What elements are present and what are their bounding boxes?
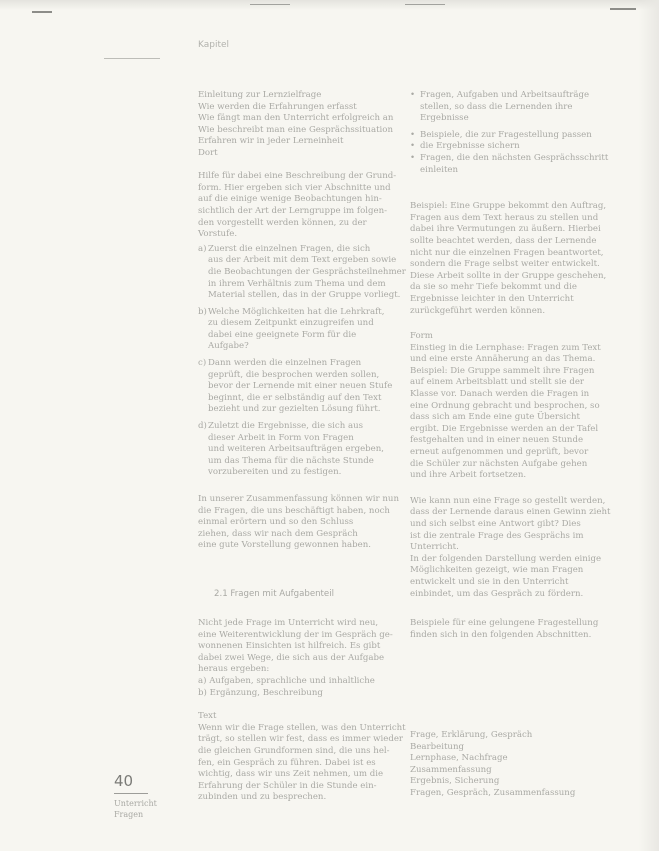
text-line: Erfahrung der Schüler in die Stunde ein- [198, 780, 377, 791]
text-line: Lernphase, Nachfrage [410, 753, 508, 764]
text-line: aus der Arbeit mit dem Text ergeben sowie [208, 255, 397, 266]
text-line: finden sich in den folgenden Abschnitten. [410, 629, 592, 640]
text-line: eine gute Vorstellung gewonnen haben. [198, 540, 371, 551]
right-column-list [410, 730, 610, 800]
text-line: dabei eine geeignete Form für die [208, 329, 357, 340]
left-column-lower [198, 618, 406, 804]
text-line: Wie fängt man den Unterricht erfolgreich an [198, 113, 394, 124]
scan-shadow-top [0, 0, 659, 10]
text-line: die Ergebnisse sichern [420, 141, 520, 152]
text-line: Zuerst die einzelnen Fragen, die sich [208, 243, 371, 254]
list-item [198, 307, 398, 353]
text-line: entwickelt und sie in den Unterricht [410, 576, 569, 587]
list-label: a) [198, 243, 207, 254]
text-line: wichtig, dass wir uns Zeit nehmen, um die [198, 769, 384, 780]
text-line: Beispiele für eine gelungene Fragestellung [410, 618, 599, 628]
text-line: zubinden und zu besprechen. [198, 792, 327, 803]
text-line: Fragen, Gespräch, Zusammenfassung [410, 787, 576, 798]
text-line: zu diesem Zeitpunkt einzugreifen und [208, 318, 374, 329]
text-line: a) Aufgaben, sprachliche und inhaltliche [198, 675, 375, 686]
text-line: beginnt, die er selbständig auf den Text [208, 392, 382, 403]
text-line: In unserer Zusammenfassung können wir nun [198, 494, 399, 504]
text-line: Hilfe für dabei eine Beschreibung der Grund- [198, 171, 397, 182]
text-line: einleiten [420, 164, 459, 175]
text-line: dieser Arbeit in Form von Fragen [208, 432, 354, 443]
bullet-icon: • [410, 152, 416, 163]
text-line: Beispiele, die zur Fragestellung passen [420, 129, 592, 140]
text-line: und weiteren Arbeitsaufträgen ergeben, [208, 444, 385, 455]
bullet-icon: • [410, 90, 416, 100]
text-line: einbindet, um das Gespräch zu fördern. [410, 588, 584, 599]
right-column [410, 90, 610, 600]
scan-mark [32, 11, 52, 13]
text-line: die Fragen, die uns beschäftigt haben, noch [198, 505, 390, 516]
text-line: erneut aufgenommen und geprüft, bevor [410, 447, 589, 458]
text-line: bevor der Lernende mit einer neuen Stufe [208, 381, 393, 392]
text-line: Wie beschreibt man eine Gesprächssituation [198, 124, 393, 135]
page-number-rule [114, 793, 148, 794]
text-line: Fragen, Aufgaben und Arbeitsaufträge [420, 90, 590, 100]
text-line: Material stellen, das in der Gruppe vorliegt. [208, 290, 401, 301]
text-line: auf die einige wenige Beobachtungen hin- [198, 194, 382, 205]
text-line: ziehen, dass wir nach dem Gespräch [198, 528, 358, 539]
text-line: Zusammenfassung [410, 764, 492, 775]
bullet-item [410, 153, 610, 176]
text-line: und sich selbst eine Antwort gibt? Dies [410, 519, 581, 529]
text-line: Dort [198, 147, 218, 158]
text-line: und eine erste Annäherung an das Thema. [410, 354, 596, 365]
text-line: Wie kann nun eine Frage so gestellt werden, [410, 495, 606, 506]
text-line: sollte beachtet werden, dass der Lernende [410, 235, 597, 246]
text-line: fen, ein Gespräch zu führen. Dabei ist es [198, 757, 376, 768]
text-line: die gleichen Grundformen sind, die uns hel- [198, 745, 390, 756]
text-line: einmal erörtern und so den Schluss [198, 517, 354, 528]
text-line: dabei zwei Wege, die sich aus der Aufgabe [198, 652, 385, 663]
paragraph-label: Text [198, 711, 217, 722]
text-line: dass der Lernende daraus einen Gewinn zieht [410, 507, 611, 518]
list-label: b) [198, 306, 207, 317]
text-line: Welche Möglichkeiten hat die Lehrkraft, [208, 306, 385, 317]
scan-shadow-right [639, 0, 659, 851]
text-line: um das Thema für die nächste Stunde [208, 455, 374, 466]
text-line: Vorstufe. [198, 229, 238, 240]
text-line: Klasse vor. Danach werden die Fragen in [410, 389, 590, 400]
text-line: in ihrem Verhältnis zum Thema und dem [208, 278, 386, 289]
text-line: Unterricht. [410, 542, 459, 553]
text-line: Erfahren wir in jeder Lerneinheit [198, 136, 344, 147]
bullet-item [410, 130, 610, 142]
text-line: heraus ergeben: [198, 664, 270, 675]
text-line: eine Ordnung gebracht und besprochen, so [410, 400, 600, 411]
text-line: b) Ergänzung, Beschreibung [198, 687, 323, 698]
scan-mark [250, 4, 290, 5]
section-heading [214, 589, 334, 601]
text-line: dabei ihre Vermutungen zu äußern. Hierbei [410, 224, 601, 235]
running-header: Kapitel [198, 40, 230, 50]
bullet-item [410, 141, 610, 153]
text-line: bezieht und zur gezielten Lösung führt. [208, 404, 381, 415]
text-line: Dann werden die einzelnen Fragen [208, 358, 362, 369]
text-line: Fragen aus dem Text heraus zu stellen und [410, 212, 599, 223]
list-label: c) [198, 358, 207, 369]
scan-mark [610, 8, 636, 10]
section-heading-text: 2.1 Fragen mit Aufgabenteil [214, 589, 334, 599]
text-line: eine Weiterentwicklung der im Gespräch ge- [198, 629, 393, 640]
text-line: stellen, so dass die Lernenden ihre [420, 101, 573, 112]
bullet-item [410, 90, 610, 125]
header-rule [104, 58, 160, 59]
list-item [198, 358, 398, 416]
text-line: trägt, so stellen wir fest, dass es immer wieder [198, 734, 404, 745]
text-line: Wenn wir die Frage stellen, was den Unterricht [198, 722, 406, 733]
text-line: Fragen, die den nächsten Gesprächsschritt [420, 152, 609, 163]
list-label: d) [198, 421, 207, 432]
text-line: Ergebnis, Sicherung [410, 776, 500, 787]
text-line: form. Hier ergeben sich vier Abschnitte und [198, 182, 391, 193]
bullet-icon: • [410, 129, 416, 140]
text-line: Aufgabe? [208, 341, 249, 352]
paragraph-label: Form [410, 331, 433, 342]
text-line: Nicht jede Frage im Unterricht wird neu, [198, 618, 379, 628]
page-number: 40 [114, 772, 134, 790]
text-line: die Beobachtungen der Gesprächsteilnehmer [208, 266, 406, 277]
text-line: sichtlich der Art der Lerngruppe im folgen- [198, 205, 388, 216]
text-line: Beispiel: Eine Gruppe bekommt den Auftrag, [410, 201, 607, 212]
text-line: sondern die Frage selbst weiter entwickelt. [410, 259, 600, 270]
text-line: geprüft, die besprochen werden sollen, [208, 369, 380, 380]
text-line: dass sich am Ende eine gute Übersicht [410, 412, 580, 423]
bullet-icon: • [410, 141, 416, 152]
text-line: und ihre Arbeit fortsetzen. [410, 470, 527, 481]
list-item [198, 421, 398, 479]
text-line: Einleitung zur Lernzielfrage [198, 90, 322, 100]
text-line: wonnenen Einsichten ist hilfreich. Es gibt [198, 641, 381, 652]
text-line: ist die zentrale Frage des Gesprächs im [410, 530, 584, 541]
text-line: Zuletzt die Ergebnisse, die sich aus [208, 421, 364, 432]
text-line: Frage, Erklärung, Gespräch [410, 730, 533, 740]
scan-mark [405, 4, 445, 5]
text-line: Beispiel: Die Gruppe sammelt ihre Fragen [410, 365, 595, 376]
left-column [198, 90, 406, 552]
text-line: nicht nur die einzelnen Fragen beantwortet, [410, 247, 604, 258]
text-line: zurückgeführt werden können. [410, 305, 546, 316]
text-line: Ergebnisse leichter in den Unterricht [410, 293, 574, 304]
text-line: festgehalten und in einer neuen Stunde [410, 435, 584, 446]
text-line: da sie so mehr Tiefe bekommt und die [410, 282, 577, 293]
text-line: auf einem Arbeitsblatt und stellt sie der [410, 377, 585, 388]
text-line: ergibt. Die Ergebnisse werden an der Tafel [410, 423, 599, 434]
text-line: vorzubereiten und zu festigen. [208, 467, 342, 478]
text-line: In der folgenden Darstellung werden einige [410, 553, 602, 564]
margin-note-line: Unterricht [114, 799, 157, 808]
text-line: Wie werden die Erfahrungen erfasst [198, 101, 357, 112]
margin-note-line: Fragen [114, 810, 144, 819]
right-column-lower [410, 618, 610, 641]
text-line: Bearbeitung [410, 741, 464, 752]
text-line: Möglichkeiten gezeigt, wie man Fragen [410, 565, 584, 576]
text-line: die Schüler zur nächsten Aufgabe gehen [410, 458, 588, 469]
text-line: Einstieg in die Lernphase: Fragen zum Text [410, 342, 601, 353]
list-item [198, 243, 406, 302]
text-line: Diese Arbeit sollte in der Gruppe geschehen, [410, 270, 607, 281]
text-line: den vorgestellt werden können, zu der [198, 217, 367, 228]
margin-note [114, 798, 157, 820]
text-line: Ergebnisse [420, 113, 469, 124]
